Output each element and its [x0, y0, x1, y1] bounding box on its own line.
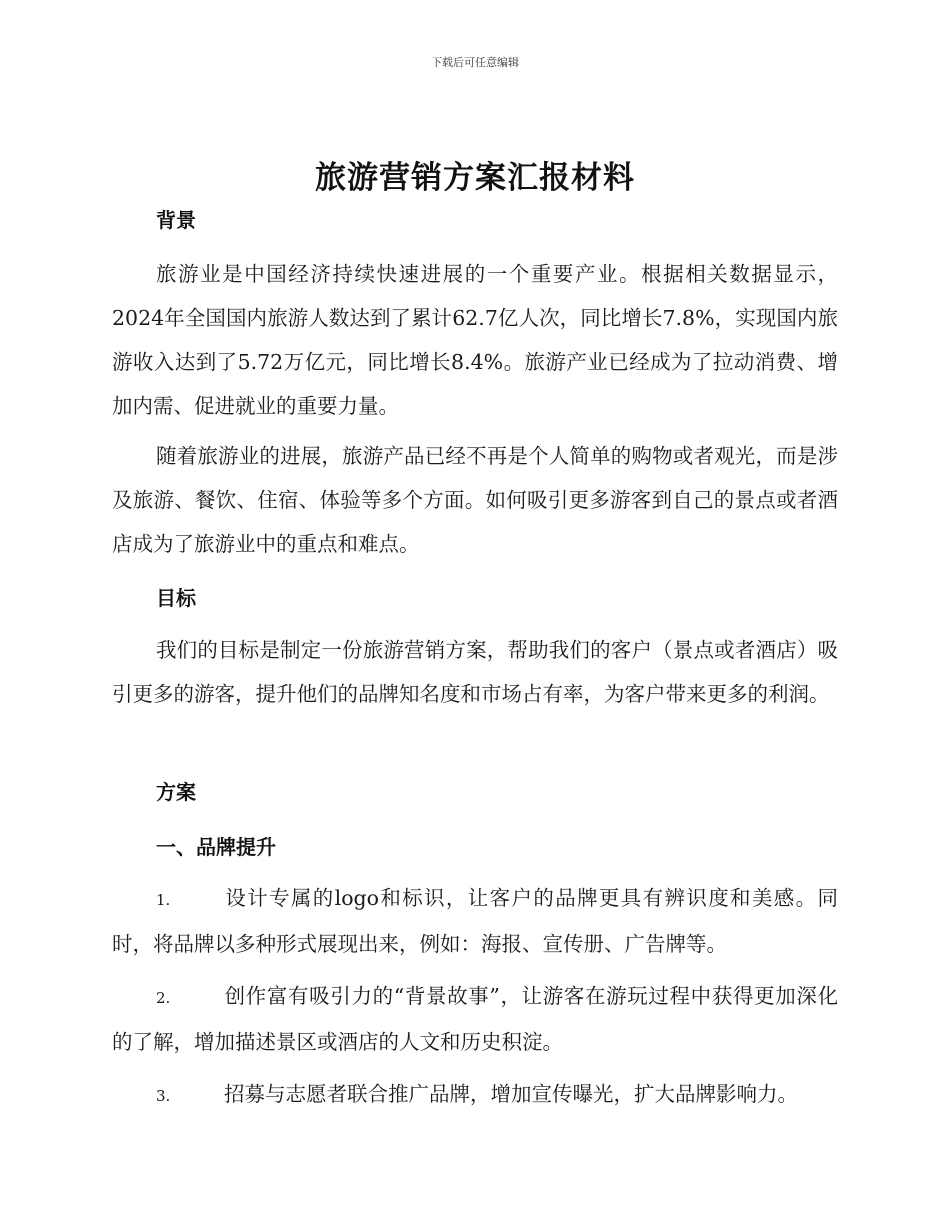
list-item-number: 2. — [156, 989, 171, 1007]
list-item-text: 招募与志愿者联合推广品牌，增加宣传曝光，扩大品牌影响力。 — [224, 1082, 798, 1106]
list-item-text: 设计专属的logo和标识，让客户的品牌更具有辨识度和美感。同时，将品牌以多种形式展现出来，例如：海报、宣传册、广告牌等。 — [112, 886, 838, 956]
section-heading-background: 背景 — [156, 208, 196, 232]
list-item-number: 1. — [156, 891, 171, 909]
list-item-text: 创作富有吸引力的“背景故事”，让游客在游玩过程中获得更加深化的了解，增加描述景区或酒店的人文和历史积淀。 — [112, 984, 838, 1054]
paragraph: 旅游业是中国经济持续快速进展的一个重要产业。根据相关数据显示，2024年全国国内旅游人数达到了累计62.7亿人次，同比增长7.8%，实现国内旅游收入达到了5.72万亿元，同比增长8.4%。旅游产业已经成为了拉动消费、增加内需、促进就业的重要力量。 — [112, 262, 838, 418]
list-item-number: 3. — [156, 1087, 171, 1105]
list-item — [112, 876, 838, 966]
list-item — [112, 974, 838, 1064]
document-title: 旅游营销方案汇报材料 — [315, 160, 635, 196]
paragraph: 随着旅游业的进展，旅游产品已经不再是个人简单的购物或者观光，而是涉及旅游、餐饮、住宿、体验等多个方面。如何吸引更多游客到自己的景点或者酒店成为了旅游业中的重点和难点。 — [112, 444, 838, 556]
paragraph: 我们的目标是制定一份旅游营销方案，帮助我们的客户（景点或者酒店）吸引更多的游客，提升他们的品牌知名度和市场占有率，为客户带来更多的利润。 — [112, 638, 838, 706]
section-heading-goal: 目标 — [156, 586, 196, 610]
section-heading-plan: 方案 — [156, 780, 196, 804]
list-item — [112, 1072, 838, 1118]
page-header: 下载后可任意编辑 — [431, 56, 519, 69]
subsection-heading-brand: 一、品牌提升 — [156, 835, 276, 859]
